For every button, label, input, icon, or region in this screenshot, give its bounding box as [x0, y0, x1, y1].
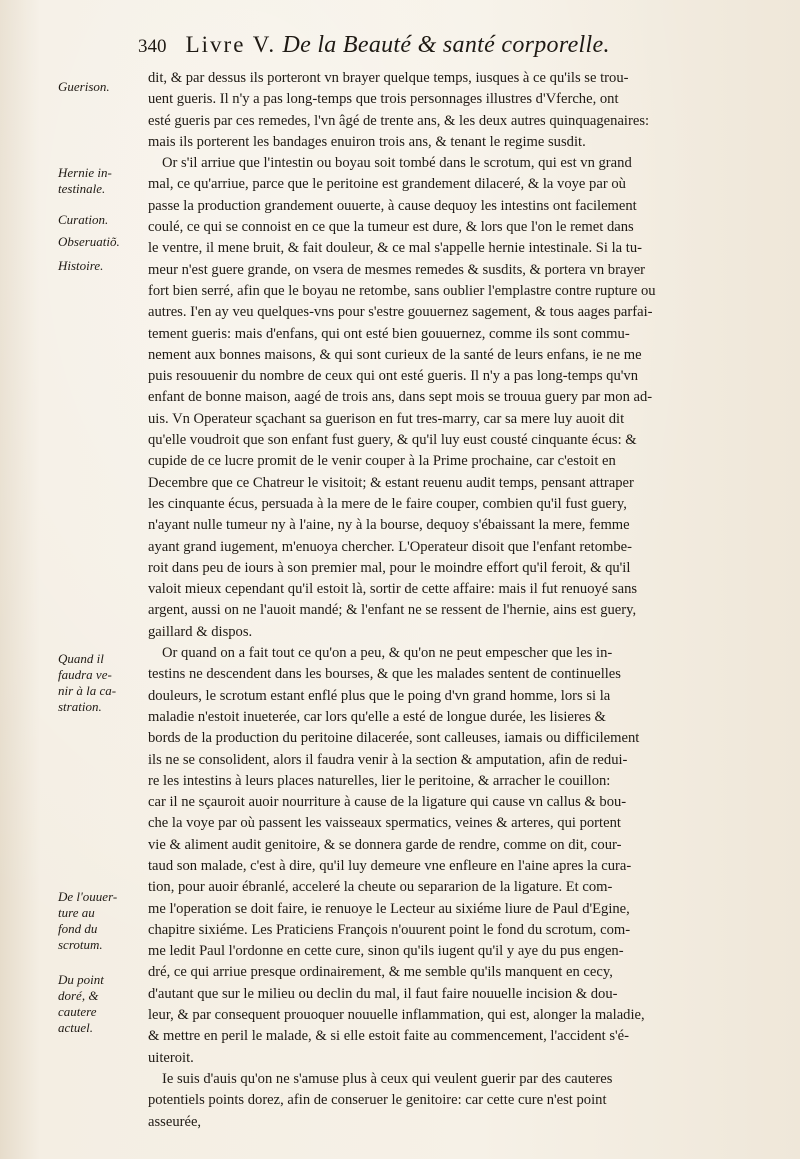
body-text [148, 68, 752, 1138]
margin-note: Curation. [58, 212, 109, 227]
margin-notes [58, 0, 138, 1159]
margin-note: De l'ouuer- ture au fond du scrotum. [58, 889, 118, 952]
margin-note: Hernie in- testinale. [58, 165, 112, 196]
running-title [186, 32, 610, 58]
paragraph: dit, & par dessus ils porteront vn brayer quelque temps, iusques à ce qu'ils se trou- uent gueris. Il n'y a pas long-temps que trois personnages illustres d'Vferche, ont esté gueris par ces remedes, l'vn âgé de trente ans, & les deux autres quinquagenaires: mais ils porterent les bandages enuiron trois ans, & tenant le regime susdit. [148, 70, 650, 150]
paragraph: Or quand on a fait tout ce qu'on a peu, & qu'on ne peut empescher que les in- testins ne descendent dans les bourses, & que les malades sentent de continuelles douleurs, le scrotum estant enflé plus que le poing d'vn grand homme, lors si la maladie n'estoit inueterée, car lors qu'elle a esté de longue durée, les lisieres & bords de la production du peritoine dilacerée, sont calleuses, iamais ou difficilement ils ne se consolident, alors il faudra venir à la section & amputation, afin de redui- re les intestins à leurs places naturelles, lier le peritoine, & arracher le couillon: car il ne sçauroit auoir nourriture à cause de la ligature qui cause vn callus & bou- che la voye par où passent les vaisseaux spermatics, veines & arteres, qui portent vie & aliment audit genitoire, & se donnera garde de rendre, comme on dit, cour- taud son malade, c'est à dire, qu'il luy demeure vne enfleure en l'aine apres la cura- tion, pour auoir ébranlé, acceleré la cheute ou separarion de la ligature. Et com- me l'operation se doit faire, ie renuoye le Lecteur au sixiéme liure de Paul d'Egine, chapitre sixiéme. Les Praticiens François n'ouurent point le fond du scrotum, com- me ledit Paul l'ordonne en cette cure, sinon qu'ils iugent qu'il y aye du pus engen- dré, ce qui arriue presque ordinairement, & me semble qu'ils manquent en cecy, d'autant que sur le milieu ou declin du mal, il faut faire nouuelle incision & dou- leur, & par consequent prouoquer nouuelle inflammation, qui est, alonger la maladie, & mettre en peril le malade, & si elle estoit faite au commencement, l'accident s'é- uiteroit. [148, 645, 645, 1066]
margin-note: Histoire. [58, 258, 104, 273]
page-number: 340 [138, 36, 167, 57]
page-header [138, 32, 738, 66]
margin-note: Du point doré, & cautere actuel. [58, 972, 104, 1035]
margin-note: Guerison. [58, 79, 110, 94]
paragraph: Ie suis d'auis qu'on ne s'amuse plus à ceux qui veulent guerir par des cauteres potentiels points dorez, afin de conseruer le genitoire: car cette cure n'est point asseurée, [148, 1070, 613, 1130]
margin-note: Quand il faudra ve- nir à la ca- stration. [58, 651, 117, 714]
chapter-title: De la Beauté & santé corporelle. [282, 32, 610, 58]
book-label: Livre V. [185, 32, 277, 57]
paragraph: Or s'il arriue que l'intestin ou boyau soit tombé dans le scrotum, qui est vn grand mal, ce qu'arriue, parce que le peritoine est grandement dilaceré, & la voye par où passe la production grandement ouuerte, à cause dequoy les intestins ont facilement coulé, ce qui se connoist en ce que la tumeur est dure, & lors que l'on le remet dans le ventre, il mene bruit, & fait douleur, & ce mal s'appelle hernie intestinale. Si la tu- meur n'est guere grande, on vsera de mesmes remedes & susdits, & portera vn brayer fort bien serré, afin que le boyau ne retombe, sans oublier l'emplastre contre rupture ou autres. I'en ay veu quelques-vns pour s'estre gouuernez sagement, & tous aages parfai- tement gueris: mais d'enfans, qui ont esté bien gouuernez, comme ils sont commu- nement aux bonnes maisons, & qui sont curieux de la santé de leurs enfans, ie ne me puis resouuenir du nombre de ceux qui ont esté gueris. Il n'y a pas long-temps qu'vn enfant de bonne maison, aagé de trois ans, dans sept mois se trouua guery par mon ad- uis. Vn Operateur sçachant sa guerison en fut tres-marry, car sa mere luy auoit dit qu'elle voudroit que son enfant fust guery, & qu'il luy eust cousté cinquante écus: & cupide de ce lucre promit de le venir couper à la Prime prochaine, car c'estoit en Decembre que ce Chatreur le visitoit; & estant reuenu audit temps, pensant attraper les cinquante écus, persuada à la mere de le faire couper, combien qu'il fust guery, n'ayant nulle tumeur ny à l'aine, ny à la bourse, dequoy s'ébaissant la mere, femme ayant grand iugement, m'enuoya chercher. L'Operateur disoit que l'enfant retombe- roit dans peu de iours à son premier mal, pour le moindre effort qu'il feroit, & qu'il valoit mieux cependant qu'il estoit là, sortir de cette affaire: mais il fut renuoyé sans argent, aussi on ne l'auoit mandé; & l'enfant ne se ressent de l'hernie, ains est guery, gaillard & dispos. [148, 155, 656, 640]
margin-note: Obseruatiõ. [58, 234, 120, 249]
